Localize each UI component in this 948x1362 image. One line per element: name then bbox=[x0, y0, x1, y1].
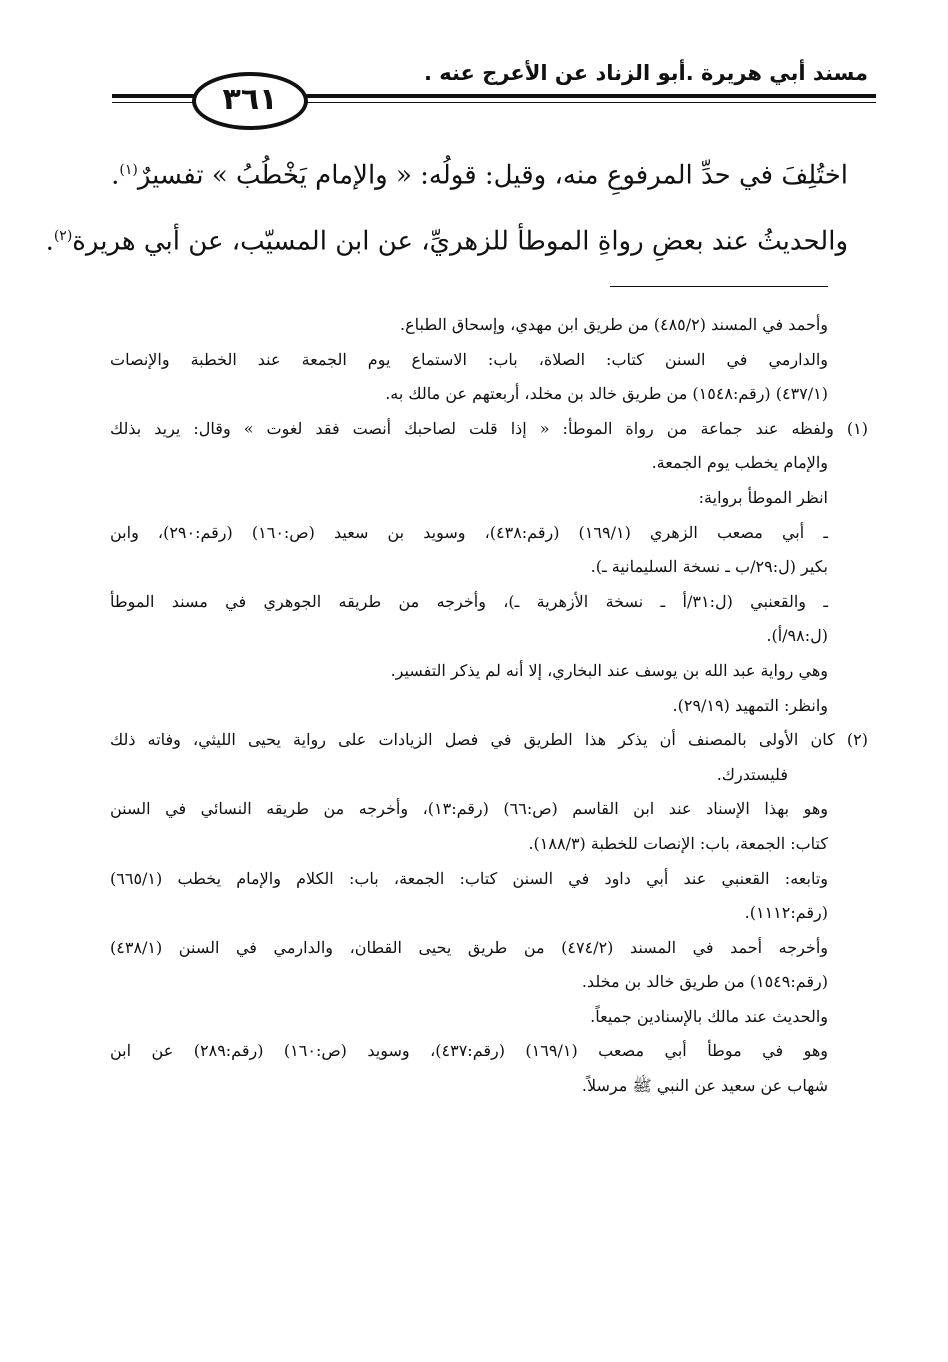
footnotes bbox=[110, 308, 868, 1104]
footnote-separator bbox=[610, 286, 828, 287]
main-line-2-end: . bbox=[45, 226, 54, 257]
footnote-line: ـ أبي مصعب الزهري (١٦٩/١) (رقم:٤٣٨)، وسويد بن سعيد (ص:١٦٠) (رقم:٢٩٠)، وابن bbox=[110, 522, 829, 542]
footnote-line: وهو بهذا الإسناد عند ابن القاسم (ص:٦٦) (رقم:١٣)، وأخرجه من طريقه النسائي في السنن bbox=[110, 799, 829, 819]
footnote-2-start: (٢) كان الأولى بالمصنف أن يذكر هذا الطريق في فصل الزيادات على رواية يحيى الليثي، وفاته ذلك bbox=[110, 730, 868, 750]
footnote-ref-2: (٢) bbox=[53, 227, 73, 244]
page-number: ٣٦١ bbox=[192, 72, 308, 130]
footnote-line: (رقم:١٥٤٩) من طريق خالد بن مخلد. bbox=[581, 972, 828, 992]
footnote-line: والإمام يخطب يوم الجمعة. bbox=[651, 453, 828, 473]
footnote-line: وانظر: التمهيد (٢٩/١٩). bbox=[672, 695, 828, 715]
footnote-line: كتاب: الجمعة، باب: الإنصات للخطبة (١٨٨/٣). bbox=[528, 833, 828, 853]
footnote-line: (رقم:١١١٢). bbox=[744, 903, 828, 923]
footnote-ref-1: (١) bbox=[119, 162, 138, 178]
footnote-1-start: (١) ولفظه عند جماعة من رواة الموطأ: « إذا قلت لصاحبك أنصت فقد لغوت » وقال: يريد بذلك bbox=[110, 418, 868, 438]
footnote-line: وأخرجه أحمد في المسند (٤٧٤/٢) من طريق يحيى القطان، والدارمي في السنن (٤٣٨/١) bbox=[110, 937, 828, 957]
footnote-line: وتابعه: القعنبي عند أبي داود في السنن كتاب: الجمعة، باب: الكلام والإمام يخطب (٦٦٥/١) bbox=[110, 868, 828, 888]
main-line-1 bbox=[111, 140, 848, 206]
main-line-2 bbox=[45, 206, 848, 272]
footnote-line: والدارمي في السنن كتاب: الصلاة، باب: الاستماع يوم الجمعة عند الخطبة والإنصات bbox=[110, 349, 828, 369]
footnote-line: (٤٣٧/١) (رقم:١٥٤٨) من طريق خالد بن مخلد، أربعتهم عن مالك به. bbox=[385, 384, 828, 404]
footnote-line: والحديث عند مالك بالإسنادين جميعاً. bbox=[590, 1006, 828, 1026]
footnote-line: وهي رواية عبد الله بن يوسف عند البخاري، إلا أنه لم يذكر التفسير. bbox=[390, 660, 828, 680]
main-line-1-text: اختُلِفَ في حدِّ المرفوعِ منه، وقيل: قولُه: « والإمام يَخْطُبُ » تفسيرٌ bbox=[137, 160, 848, 191]
footnote-line: شهاب عن سعيد عن النبي ﷺ مرسلاً. bbox=[581, 1076, 828, 1096]
footnote-line: (ل:٩٨/أ). bbox=[766, 626, 828, 646]
footnote-line: انظر الموطأ برواية: bbox=[698, 487, 828, 507]
footnote-line: ـ والقعنبي (ل:٣١/أ ـ نسخة الأزهرية ـ)، وأخرجه من طريقه الجوهري في مسند الموطأ bbox=[110, 591, 828, 611]
footnote-line: بكير (ل:٢٩/ب ـ نسخة السليمانية ـ). bbox=[590, 557, 828, 577]
main-line-1-end: . bbox=[111, 160, 120, 191]
footnote-line: وأحمد في المسند (٤٨٥/٢) من طريق ابن مهدي، وإسحاق الطباع. bbox=[400, 315, 828, 334]
main-line-2-text: والحديثُ عند بعضِ رواةِ الموطأ للزهريِّ، عن ابن المسيّب، عن أبي هريرة bbox=[72, 226, 848, 257]
footnote-line: وهو في موطأ أبي مصعب (١٦٩/١) (رقم:٤٣٧)، وسويد (ص:١٦٠) (رقم:٢٨٩) عن ابن bbox=[110, 1041, 829, 1061]
main-text bbox=[45, 140, 848, 271]
footnote-line: فليستدرك. bbox=[716, 764, 788, 784]
running-title: مسند أبي هريرة .أبو الزناد عن الأعرج عنه . bbox=[423, 61, 868, 85]
